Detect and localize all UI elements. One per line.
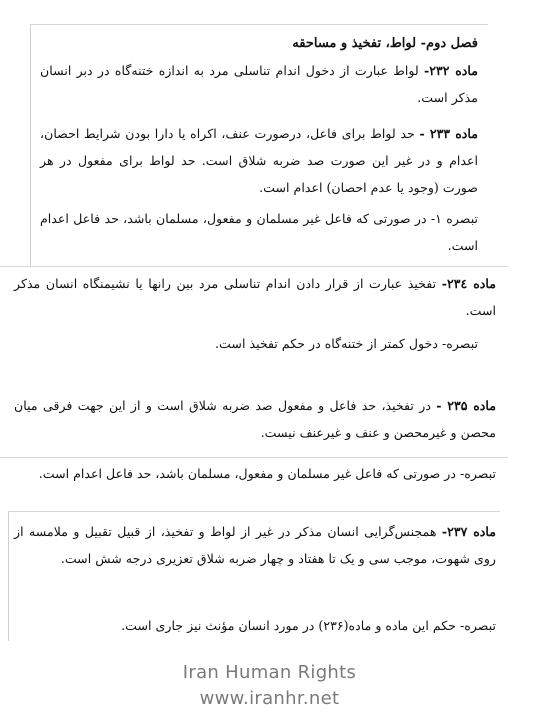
article-text: در تفخیذ، حد فاعل و مفعول صد ضربه شلاق است و از این جهت فرقی میان محصن و غیرمحصن و عنف و غیرعنف نیست. [14,398,496,440]
article-label: ماده ۲۳۵ - [436,398,496,413]
note-text: در صورتی که فاعل غیر مسلمان و مفعول، مسلمان باشد، حد فاعل اعدام است. [38,466,456,481]
scan-edge-left-top [30,24,31,266]
note-label: تبصره- [441,336,478,351]
note-label: تبصره- [459,618,496,633]
article-232 [40,57,478,111]
article-text: حد لواط برای فاعل، درصورت عنف، اکراه یا دارا بودن شرایط احصان، اعدام و در غیر این صورت صد ضربه شلاق است. حد لواط برای مفعول در هر صورت (وجود یا عدم احصان) اعدام است. [40,126,478,195]
note-text: دخول کمتر از ختنه‌گاه در حکم تفخیذ است. [215,336,438,351]
article-text: تفخیذ عبارت از قرار دادن اندام تناسلی مرد بین رانها یا نشیمنگاه انسان مذکر است. [14,276,496,318]
scan-edge-divider-3 [8,511,500,512]
article-text: لواط عبارت از دخول اندام تناسلی مرد به اندازه ختنه‌گاه در دبر انسان مذکر است. [40,63,478,105]
article-label: ماده ۲۳۳ - [419,126,478,141]
article-237 [14,518,496,572]
article-234 [14,270,496,324]
scan-edge-left-bottom [8,511,9,641]
note-text: حکم این ماده و ماده(۲۳۶) در مورد انسان مؤنث نیز جاری است. [121,618,456,633]
scan-edge-top [30,24,488,25]
article-235 [14,392,496,446]
note-label: تبصره ۱- [430,211,479,226]
footer-url: www.iranhr.net [199,688,340,709]
note-237 [14,612,496,639]
scan-edge-divider-1 [0,266,508,267]
note-235 [14,460,496,487]
article-233 [40,120,478,201]
article-label: ماده ۲۳۷- [441,524,496,539]
article-label: ماده ۲۳٤- [441,276,496,291]
note-234 [40,330,478,357]
article-label: ماده ۲۳۲- [424,63,478,78]
note-1 [40,205,478,259]
note-label: تبصره- [459,466,496,481]
chapter-title: فصل دوم- لواط، تفخيذ و مساحقه [292,36,478,51]
footer-org: Iran Human Rights [182,662,357,683]
article-text: همجنس‌گرایی انسان مذکر در غیر از لواط و تفخیذ، از قبیل تقبیل و ملامسه از روی شهوت، موجب سی و یک تا هفتاد و چهار ضربه شلاق تعزیری درجه شش است. [14,524,496,566]
scan-edge-divider-2 [0,457,508,458]
note-text: در صورتی که فاعل غیر مسلمان و مفعول، مسلمان باشد، حد فاعل اعدام است. [40,211,478,253]
